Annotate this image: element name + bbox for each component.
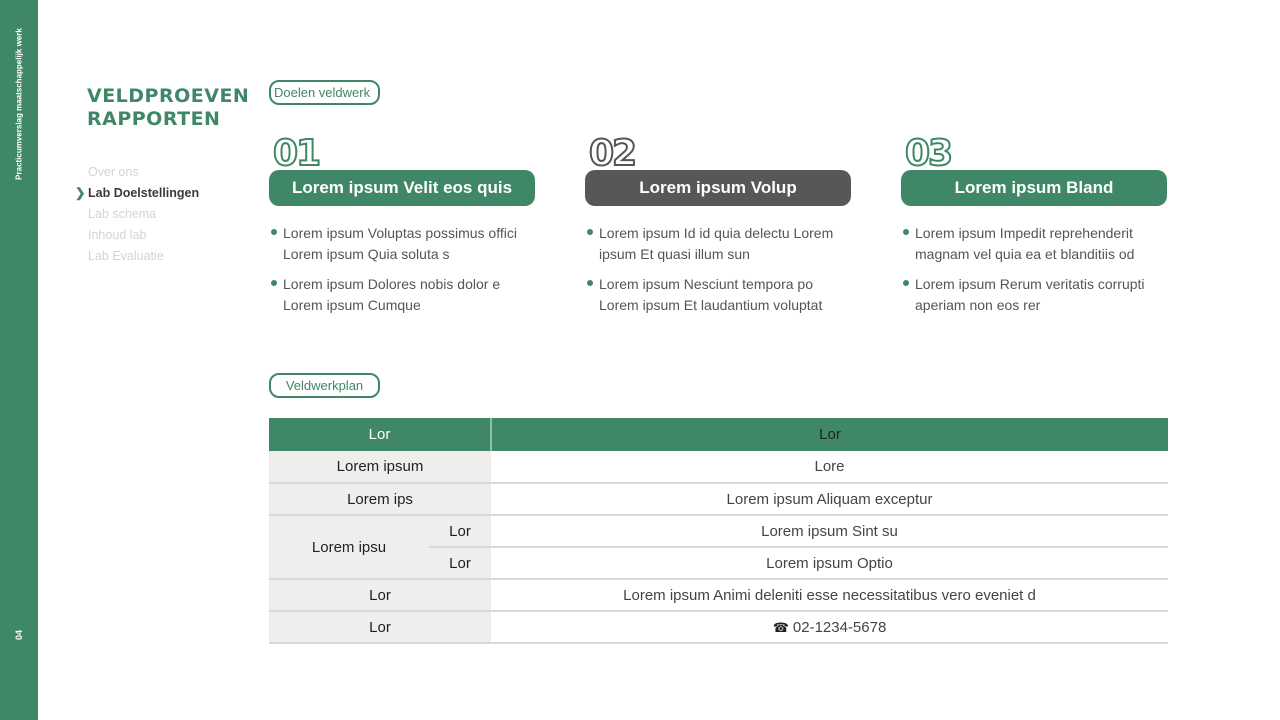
table-row bbox=[269, 451, 1168, 483]
nav-item-label: Lab Doelstellingen bbox=[88, 186, 200, 200]
phone-number: 02-1234-5678 bbox=[792, 618, 887, 636]
table-header-cell: Lor bbox=[491, 418, 1168, 451]
row-value: Lorem ipsum Aliquam exceptur bbox=[491, 483, 1168, 515]
nav-item-lab-schema[interactable] bbox=[88, 204, 199, 225]
table-row bbox=[269, 611, 1168, 643]
bullet-item: Lorem ipsum Dolores nobis dolor e Lorem ipsum Cumque bbox=[269, 274, 535, 316]
card-title: Lorem ipsum Velit eos quis bbox=[269, 170, 535, 206]
card-bullets bbox=[901, 223, 1167, 316]
row-sublabel: Lor bbox=[429, 515, 491, 547]
card-bullets bbox=[269, 223, 535, 316]
row-label: Lorem ips bbox=[269, 483, 491, 515]
card-number: 01 bbox=[273, 136, 320, 170]
bullet-item: Lorem ipsum Nesciunt tempora po Lorem ipsum Et laudantium voluptat bbox=[585, 274, 851, 316]
row-value: Lorem ipsum Optio bbox=[491, 547, 1168, 579]
card-number: 02 bbox=[589, 136, 636, 170]
nav-item-label: Inhoud lab bbox=[88, 228, 147, 242]
bullet-item: Lorem ipsum Rerum veritatis corrupti aperiam non eos rer bbox=[901, 274, 1167, 316]
table-header-row bbox=[269, 418, 1168, 451]
row-label: Lor bbox=[269, 611, 491, 643]
nav-item-inhoud-lab[interactable] bbox=[88, 225, 199, 246]
section-pill-plan: Veldwerkplan bbox=[269, 373, 380, 398]
page-number: 04 bbox=[14, 629, 24, 641]
brand-title-line1: VELDPROEVEN bbox=[87, 85, 250, 107]
nav-item-lab-evaluatie[interactable] bbox=[88, 246, 199, 267]
brand-title bbox=[87, 85, 249, 131]
table-row bbox=[269, 515, 1168, 547]
row-value-phone bbox=[491, 611, 1168, 643]
table-row bbox=[269, 579, 1168, 611]
nav-item-label: Over ons bbox=[88, 165, 139, 179]
table-row bbox=[269, 483, 1168, 515]
goal-card-3 bbox=[901, 136, 1167, 325]
side-bar bbox=[0, 0, 38, 720]
row-label: Lor bbox=[269, 579, 491, 611]
phone-icon: ☎ bbox=[772, 619, 789, 635]
section-nav bbox=[75, 162, 200, 267]
row-value: Lorem ipsum Sint su bbox=[491, 515, 1168, 547]
card-title: Lorem ipsum Bland bbox=[901, 170, 1167, 206]
brand-title-line2: RAPPORTEN bbox=[87, 108, 221, 130]
row-value: Lorem ipsum Animi deleniti esse necessitatibus vero eveniet d bbox=[491, 579, 1168, 611]
card-number: 03 bbox=[905, 136, 952, 170]
row-value: Lore bbox=[491, 451, 1168, 483]
row-sublabel: Lor bbox=[429, 547, 491, 579]
goal-card-2 bbox=[585, 136, 851, 325]
row-label: Lorem ipsu bbox=[269, 515, 429, 579]
fieldwork-plan-table bbox=[269, 418, 1168, 644]
card-bullets bbox=[585, 223, 851, 316]
nav-item-label: Lab Evaluatie bbox=[88, 249, 164, 263]
bullet-item: Lorem ipsum Impedit reprehenderit magnam vel quia ea et blanditiis od bbox=[901, 223, 1167, 265]
card-title: Lorem ipsum Volup bbox=[585, 170, 851, 206]
bullet-item: Lorem ipsum Voluptas possimus offici Lorem ipsum Quia soluta s bbox=[269, 223, 535, 265]
table-header-cell: Lor bbox=[269, 418, 491, 451]
goal-card-1 bbox=[269, 136, 535, 325]
nav-item-lab-doelstellingen[interactable] bbox=[75, 183, 200, 204]
vertical-document-title: Practicumverslag maatschappelijk werk bbox=[14, 28, 24, 180]
chevron-right-icon: ❯ bbox=[75, 186, 86, 200]
nav-item-over-ons[interactable] bbox=[88, 162, 199, 183]
section-pill-goals: Doelen veldwerk bbox=[269, 80, 380, 105]
nav-item-label: Lab schema bbox=[88, 207, 157, 221]
bullet-item: Lorem ipsum Id id quia delectu Lorem ipsum Et quasi illum sun bbox=[585, 223, 851, 265]
row-label: Lorem ipsum bbox=[269, 451, 491, 483]
